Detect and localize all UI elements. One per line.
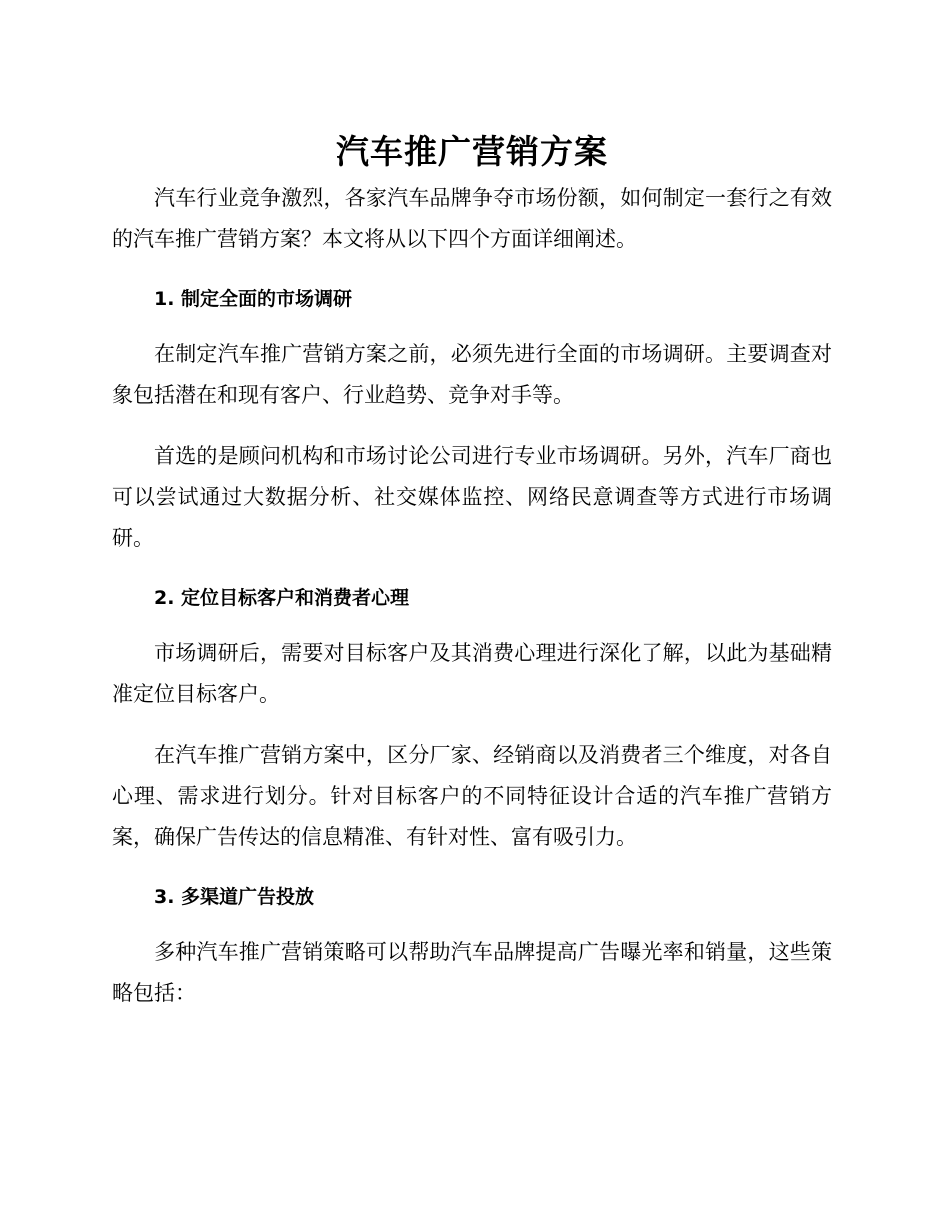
section-3-paragraph-1: 多种汽车推广营销策略可以帮助汽车品牌提高广告曝光率和销量，这些策略包括： <box>112 940 832 1005</box>
section-2-paragraph-1: 市场调研后，需要对目标客户及其消费心理进行深化了解，以此为基础精准定位目标客户。 <box>112 641 832 706</box>
section-2-heading: 2. 定位目标客户和消费者心理 <box>154 587 410 609</box>
section-2-paragraph-2: 在汽车推广营销方案中，区分厂家、经销商以及消费者三个维度，对各自心理、需求进行划分。针对目标客户的不同特征设计合适的汽车推广营销方案，确保广告传达的信息精准、有针对性、富有吸引力。 <box>112 743 832 849</box>
section-1-paragraph-1: 在制定汽车推广营销方案之前，必须先进行全面的市场调研。主要调查对象包括潜在和现有客户、行业趋势、竞争对手等。 <box>112 342 832 407</box>
document-body <box>112 126 832 1014</box>
intro-paragraph: 汽车行业竞争激烈，各家汽车品牌争夺市场份额，如何制定一套行之有效的汽车推广营销方案？本文将从以下四个方面详细阐述。 <box>112 186 832 251</box>
page-title: 汽车推广营销方案 <box>336 132 608 171</box>
section-1-heading: 1. 制定全面的市场调研 <box>154 288 353 310</box>
section-1-paragraph-2: 首选的是顾问机构和市场讨论公司进行专业市场调研。另外，汽车厂商也可以尝试通过大数据分析、社交媒体监控、网络民意调查等方式进行市场调研。 <box>112 444 832 550</box>
section-3-heading: 3. 多渠道广告投放 <box>154 886 315 908</box>
